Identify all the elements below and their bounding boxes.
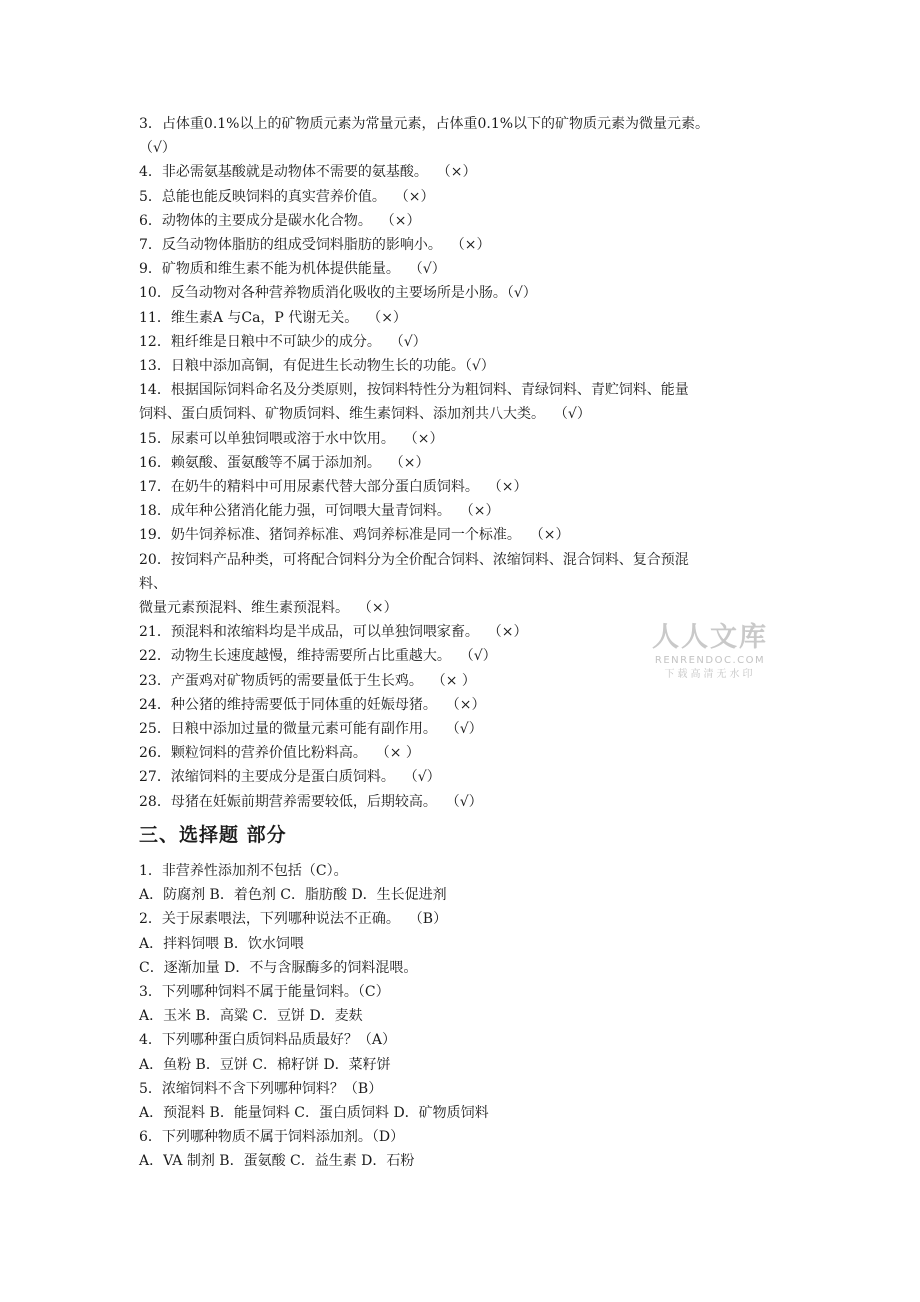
judgment-line: 13．日粮中添加高铜，有促进生长动物生长的功能。（√） (139, 358, 495, 375)
choice-line: A．防腐剂 B．着色剂 C．脂肪酸 D．生长促进剂 (139, 887, 447, 904)
judgment-line: 14．根据国际饲料命名及分类原则，按饲料特性分为粗饲料、青绿饲料、青贮饲料、能量 (139, 382, 689, 399)
judgment-line: 6．动物体的主要成分是碳水化合物。 （×） (139, 212, 421, 229)
judgment-line: 26．颗粒饲料的营养价值比粉料高。 （× ） (139, 745, 420, 762)
judgment-line: 11．维生素A 与Ca，P 代谢无关。 （×） (139, 309, 407, 326)
watermark-url: RENRENDOC.COM (654, 655, 766, 666)
judgment-line: 23．产蛋鸡对矿物质钙的需要量低于生长鸡。 （× ） (139, 672, 476, 689)
judgment-line: 27．浓缩饲料的主要成分是蛋白质饲料。 （√） (139, 769, 441, 786)
judgment-line: 4．非必需氨基酸就是动物体不需要的氨基酸。 （×） (139, 164, 477, 181)
watermark-subtitle: 下载高清无水印 (664, 669, 756, 680)
judgment-line: 5．总能也能反映饲料的真实营养价值。 （×） (139, 188, 435, 205)
judgment-line: （√） (139, 140, 176, 157)
choice-line: A．预混料 B．能量饲料 C．蛋白质饲料 D．矿物质饲料 (139, 1104, 489, 1121)
judgment-line: 15．尿素可以单独饲喂或溶于水中饮用。 （×） (139, 430, 444, 447)
section-title: 三、选择题 部分 (139, 823, 287, 846)
judgment-line: 25．日粮中添加过量的微量元素可能有副作用。 （√） (139, 721, 483, 738)
judgment-line: 18．成年种公猪消化能力强，可饲喂大量青饲料。 （×） (139, 503, 500, 520)
judgment-line: 12．粗纤维是日粮中不可缺少的成分。 （√） (139, 333, 427, 350)
choice-line: C．逐渐加量 D．不与含脲酶多的饲料混喂。 (139, 959, 418, 976)
judgment-line: 21．预混料和浓缩料均是半成品，可以单独饲喂家畜。 （×） (139, 624, 528, 641)
choice-section (139, 859, 789, 1174)
judgment-line: 22．动物生长速度越慢，维持需要所占比重越大。 （√） (139, 648, 497, 665)
judgment-line: 19．奶牛饲养标准、猪饲养标准、鸡饲养标准是同一个标准。 （×） (139, 527, 570, 544)
judgment-line: 3．占体重0.1%以上的矿物质元素为常量元素，占体重0.1%以下的矿物质元素为微量元素。 (139, 116, 710, 132)
judgment-line: 10．反刍动物对各种营养物质消化吸收的主要场所是小肠。（√） (139, 285, 537, 302)
choice-line: 2．关于尿素喂法，下列哪种说法不正确。 （B） (139, 911, 448, 928)
choice-line: 1．非营养性添加剂不包括（C）。 (139, 862, 348, 879)
judgment-line: 28．母猪在妊娠前期营养需要较低，后期较高。 （√） (139, 793, 483, 810)
judgment-line: 料、 (139, 575, 167, 592)
judgment-line: 20．按饲料产品种类，可将配合饲料分为全价配合饲料、浓缩饲料、混合饲料、复合预混 (139, 551, 689, 568)
choice-line: 5．浓缩饲料不含下列哪种饲料？（B） (139, 1080, 383, 1097)
choice-line: 4．下列哪种蛋白质饲料品质最好？（A） (139, 1032, 397, 1049)
judgment-line: 饲料、蛋白质饲料、矿物质饲料、维生素饲料、添加剂共八大类。 （√） (139, 406, 591, 423)
choice-line: A．玉米 B．高粱 C．豆饼 D．麦麸 (139, 1008, 363, 1025)
judgment-line: 9．矿物质和维生素不能为机体提供能量。 （√） (139, 261, 446, 278)
choice-line: A．拌料饲喂 B．饮水饲喂 (139, 935, 304, 952)
judgment-line: 24．种公猪的维持需要低于同体重的妊娠母猪。 （×） (139, 696, 486, 713)
watermark (648, 622, 772, 682)
choice-line: 6．下列哪种物质不属于饲料添加剂。（D） (139, 1129, 405, 1146)
choice-line: A．VA 制剂 B．蛋氨酸 C．益生素 D．石粉 (139, 1153, 415, 1170)
choice-line: 3．下列哪种饲料不属于能量饲料。（C） (139, 983, 390, 1000)
judgment-line: 17．在奶牛的精料中可用尿素代替大部分蛋白质饲料。 （×） (139, 479, 528, 496)
judgment-line: 微量元素预混料、维生素预混料。 （×） (139, 600, 398, 617)
watermark-logo: 人人文库 (652, 622, 768, 653)
judgment-line: 7．反刍动物体脂肪的组成受饲料脂肪的影响小。 （×） (139, 237, 491, 254)
choice-line: A．鱼粉 B．豆饼 C．棉籽饼 D．菜籽饼 (139, 1056, 391, 1073)
judgment-line: 16．赖氨酸、蛋氨酸等不属于添加剂。 （×） (139, 454, 430, 471)
judgment-section (139, 112, 789, 814)
